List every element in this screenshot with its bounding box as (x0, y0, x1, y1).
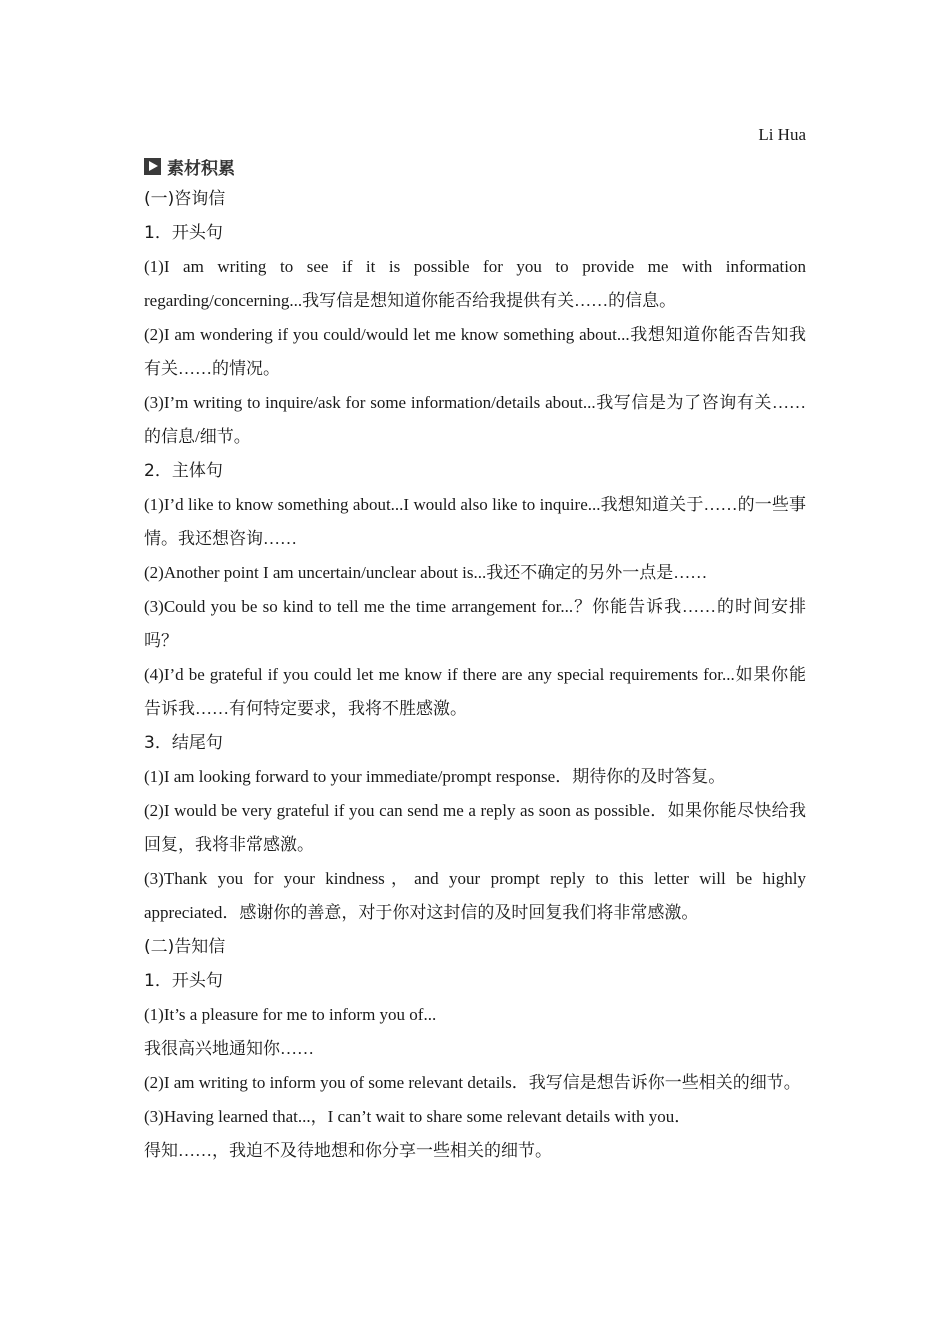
list-item: (2)I am wondering if you could/would let me know something about...我想知道你能否告知我有关……的情况。 (144, 325, 806, 378)
play-triangle-icon (144, 158, 161, 175)
group-title-opening: 1．开头句 (144, 223, 223, 243)
document-page (144, 122, 806, 1168)
list-item: (3)Thank you for your kindness，and your prompt reply to this letter will be highly appreciated．感谢你的善意，对于你对这封信的及时回复我们将非常感激。 (144, 869, 806, 922)
group-title-body: 2．主体句 (144, 461, 223, 481)
material-header (144, 150, 806, 182)
material-header-label: 素材积累 (167, 158, 235, 179)
list-item: (2)I would be very grateful if you can send me a reply as soon as possible．如果你能尽快给我回复，我将非常感激。 (144, 801, 806, 854)
list-item: (1)I am writing to see if it is possible for you to provide me with information regarding/concerning...我写信是想知道你能否给我提供有关……的信息。 (144, 257, 806, 310)
list-item: 得知……，我迫不及待地想和你分享一些相关的细节。 (144, 1141, 552, 1160)
signature: Li Hua (758, 125, 806, 144)
list-item: (4)I’d be grateful if you could let me know if there are any special requirements for...如果你能告诉我……有何特定要求，我将不胜感激。 (144, 665, 806, 718)
section-title-inquiry: (一)咨询信 (144, 189, 226, 209)
list-item: (3)Could you be so kind to tell me the time arrangement for...？你能告诉我……的时间安排吗？ (144, 597, 806, 650)
group-title-closing: 3．结尾句 (144, 733, 223, 753)
list-item: 我很高兴地通知你…… (144, 1039, 314, 1058)
list-item: (1)I am looking forward to your immediate/prompt response．期待你的及时答复。 (144, 767, 726, 786)
list-item: (2)Another point I am uncertain/unclear about is...我还不确定的另外一点是…… (144, 563, 708, 582)
list-item: (1)It’s a pleasure for me to inform you of... (144, 1005, 437, 1024)
section-title-notification: (二)告知信 (144, 937, 226, 957)
list-item: (1)I’d like to know something about...I would also like to inquire...我想知道关于……的一些事情。我还想咨询…… (144, 495, 806, 548)
group-title-opening: 1．开头句 (144, 971, 223, 991)
list-item: (3)Having learned that...，I can’t wait to share some relevant details with you． (144, 1107, 692, 1126)
list-item: (2)I am writing to inform you of some relevant details．我写信是想告诉你一些相关的细节。 (144, 1073, 801, 1092)
list-item: (3)I’m writing to inquire/ask for some information/details about...我写信是为了咨询有关……的信息/细节。 (144, 393, 806, 446)
